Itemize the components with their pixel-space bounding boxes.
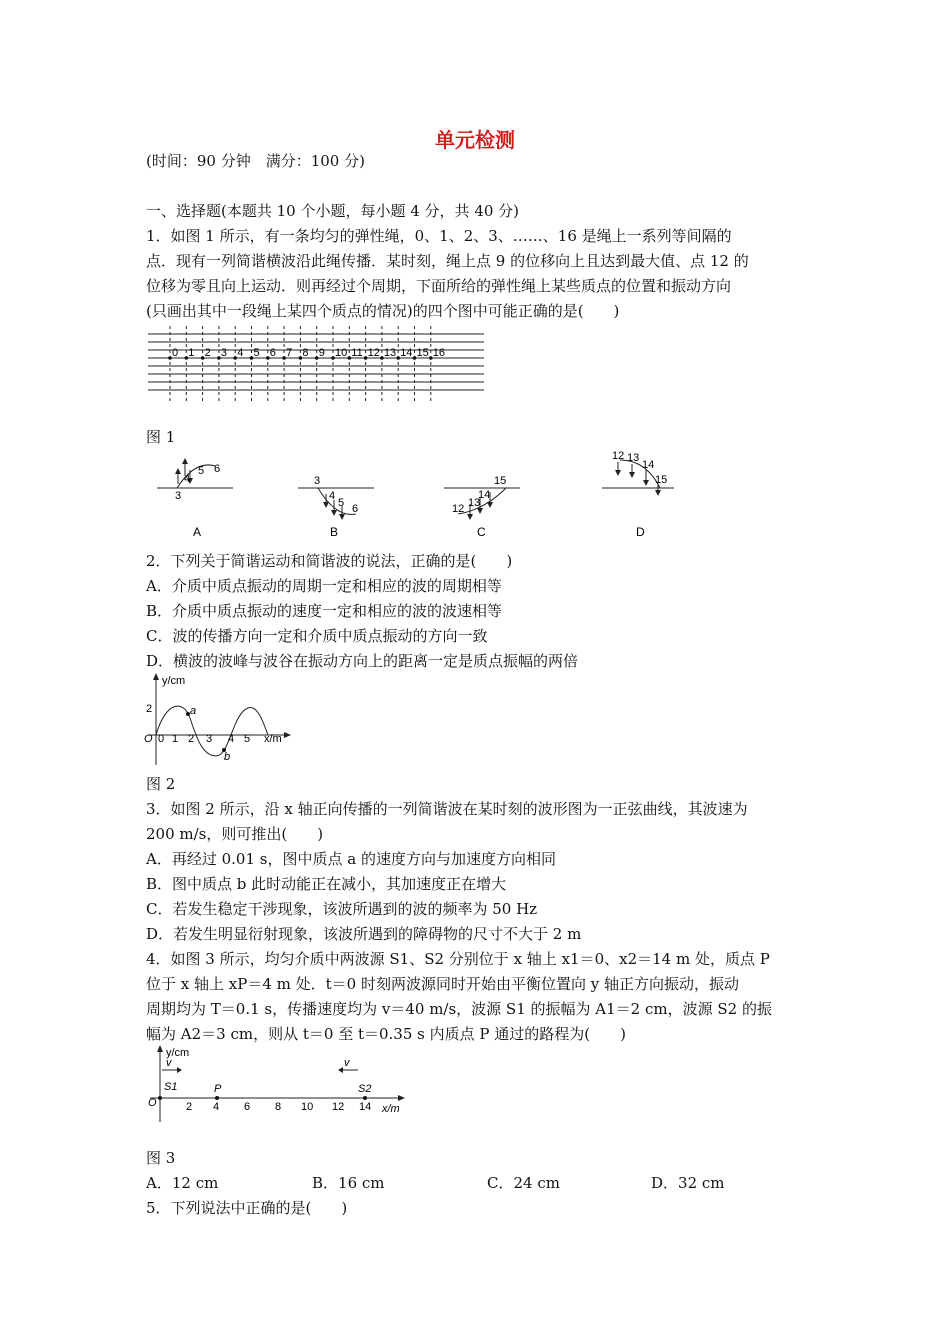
origin-label: O — [148, 1097, 157, 1109]
q4-option: B．16 cm — [312, 1174, 385, 1192]
q4-line: 4．如图 3 所示，均匀介质中两波源 S1、S2 分别位于 x 轴上 x1＝0、x2＝14 m 处，质点 P — [146, 950, 770, 968]
figure-1-caption: 图 1 — [146, 428, 176, 446]
q3-option: D．若发生明显衍射现象，该波所遇到的障碍物的尺寸不大于 2 m — [146, 925, 582, 943]
q2-option: C．波的传播方向一定和介质中质点振动的方向一致 — [146, 627, 488, 645]
page-title: 单元检测 — [435, 128, 515, 152]
q2-option: A．介质中质点振动的周期一定和相应的波的周期相等 — [146, 577, 502, 595]
option-label: C — [477, 525, 486, 539]
point-label: 12 — [452, 503, 465, 515]
x-axis-label: x/m — [264, 733, 282, 745]
q2-stem: 2．下列关于简谐运动和简谐波的说法，正确的是( ) — [146, 552, 513, 570]
rope-point-label: 0 — [172, 347, 179, 359]
q1-line: 1．如图 1 所示，有一条均匀的弹性绳，0、1、2、3、……、16 是绳上一系列等间隔的 — [146, 227, 732, 245]
rope-point-label: 1 — [188, 347, 195, 359]
point-label: 5 — [198, 465, 205, 477]
rope-point-label: 2 — [204, 347, 211, 359]
figure-2-caption: 图 2 — [146, 775, 176, 793]
s1-label: S1 — [164, 1081, 178, 1093]
q3-option: A．再经过 0.01 s，图中质点 a 的速度方向与加速度方向相同 — [146, 850, 556, 868]
velocity-label: v — [344, 1057, 350, 1069]
x-tick: 2 — [188, 733, 195, 745]
figure-1-rope — [146, 324, 486, 406]
x-tick: 0 — [158, 733, 165, 745]
rope-point-label: 3 — [220, 347, 228, 359]
rope-point-label: 15 — [416, 347, 429, 359]
figure-3-caption: 图 3 — [146, 1149, 176, 1167]
point-b-label: b — [224, 751, 231, 763]
option-label: D — [636, 525, 645, 539]
point-label: 15 — [655, 474, 668, 486]
x-tick: 6 — [244, 1101, 251, 1113]
x-tick: 2 — [186, 1101, 193, 1113]
q4-line: 幅为 A2＝3 cm，则从 t＝0 至 t＝0.35 s 内质点 P 通过的路程为( ) — [146, 1025, 626, 1043]
point-label: 3 — [314, 475, 321, 487]
rope-point-label: 9 — [318, 347, 325, 359]
q2-option: D．横波的波峰与波谷在振动方向上的距离一定是质点振幅的两倍 — [146, 652, 579, 670]
point-label: 13 — [627, 452, 640, 464]
q2-option: B．介质中质点振动的速度一定和相应的波的波速相等 — [146, 602, 503, 620]
p-label: P — [214, 1083, 222, 1095]
option-label: B — [330, 525, 339, 539]
x-tick: 5 — [244, 733, 251, 745]
point-label: 14 — [642, 459, 655, 471]
q5-stem: 5．下列说法中正确的是( ) — [146, 1199, 348, 1217]
point-label: 5 — [338, 497, 345, 509]
point-label: 14 — [478, 489, 491, 501]
q4-line: 位于 x 轴上 xP＝4 m 处．t＝0 时刻两波源同时开始由平衡位置向 y 轴正方向振动，振动 — [146, 975, 739, 993]
q3-line: 200 m/s，则可推出( ) — [146, 825, 324, 843]
rope-point-label: 12 — [367, 347, 380, 359]
rope-point-label: 14 — [400, 347, 413, 359]
q4-line: 周期均为 T＝0.1 s，传播速度均为 v＝40 m/s，波源 S1 的振幅为 A1＝2 cm，波源 S2 的振 — [146, 1000, 772, 1018]
rope-point-label: 13 — [383, 347, 397, 359]
q3-option: C．若发生稳定干涉现象，该波所遇到的波的频率为 50 Hz — [146, 900, 538, 918]
figure-2-wave — [140, 670, 300, 770]
x-tick: 10 — [301, 1101, 314, 1113]
rope-point-label: 10 — [335, 347, 348, 359]
s2-label: S2 — [358, 1083, 372, 1095]
x-tick: 12 — [332, 1101, 345, 1113]
x-axis-label: x/m — [382, 1103, 400, 1115]
q4-option: D．32 cm — [651, 1174, 725, 1192]
rope-point-label: 7 — [286, 347, 293, 359]
q4-option: A．12 cm — [146, 1174, 219, 1192]
option-figure-d — [598, 448, 688, 543]
point-label: 6 — [352, 503, 359, 515]
section-heading: 一、选择题(本题共 10 个小题，每小题 4 分，共 40 分) — [146, 202, 520, 220]
option-figure-a — [155, 448, 245, 543]
origin-label: O — [144, 733, 153, 745]
point-label: 4 — [184, 473, 191, 485]
exam-meta: (时间：90 分钟 满分：100 分) — [146, 152, 365, 170]
rope-point-label: 11 — [351, 347, 363, 359]
point-label: 3 — [175, 490, 182, 502]
x-tick: 4 — [213, 1101, 220, 1113]
rope-point-label: 4 — [237, 347, 244, 359]
rope-point-label: 5 — [253, 347, 260, 359]
point-label: 6 — [214, 463, 221, 475]
rope-point-label: 16 — [432, 347, 446, 359]
option-figure-b — [296, 448, 386, 543]
y-axis-label: y/cm — [166, 1047, 190, 1059]
x-tick: 4 — [228, 733, 235, 745]
q3-option: B．图中质点 b 此时动能正在减小，其加速度正在增大 — [146, 875, 507, 893]
rope-point-label: 8 — [302, 347, 309, 359]
y-tick: 2 — [146, 703, 153, 715]
option-label: A — [193, 525, 202, 539]
q1-line: (只画出其中一段绳上某四个质点的情况)的四个图中可能正确的是( ) — [146, 302, 620, 320]
q4-option: C．24 cm — [487, 1174, 560, 1192]
q1-line: 位移为零且向上运动．则再经过个周期，下面所给的弹性绳上某些质点的位置和振动方向 — [146, 277, 732, 295]
velocity-label: v — [166, 1057, 172, 1069]
q3-line: 3．如图 2 所示，沿 x 轴正向传播的一列简谐波在某时刻的波形图为一正弦曲线，其波速为 — [146, 800, 748, 818]
figure-3-axis — [140, 1044, 415, 1124]
q1-line: 点．现有一列简谐横波沿此绳传播．某时刻，绳上点 9 的位移向上且达到最大值、点 12 的 — [146, 252, 749, 270]
point-label: 13 — [468, 497, 481, 509]
y-axis-label: y/cm — [162, 675, 186, 687]
x-tick: 8 — [275, 1101, 282, 1113]
point-label: 15 — [494, 475, 507, 487]
point-a-label: a — [190, 705, 197, 717]
option-figure-c — [440, 448, 530, 543]
point-label: 4 — [329, 490, 336, 502]
x-tick: 14 — [359, 1101, 372, 1113]
rope-point-label: 6 — [269, 347, 276, 359]
x-tick: 1 — [172, 733, 179, 745]
x-tick: 3 — [206, 733, 213, 745]
point-label: 12 — [612, 450, 625, 462]
